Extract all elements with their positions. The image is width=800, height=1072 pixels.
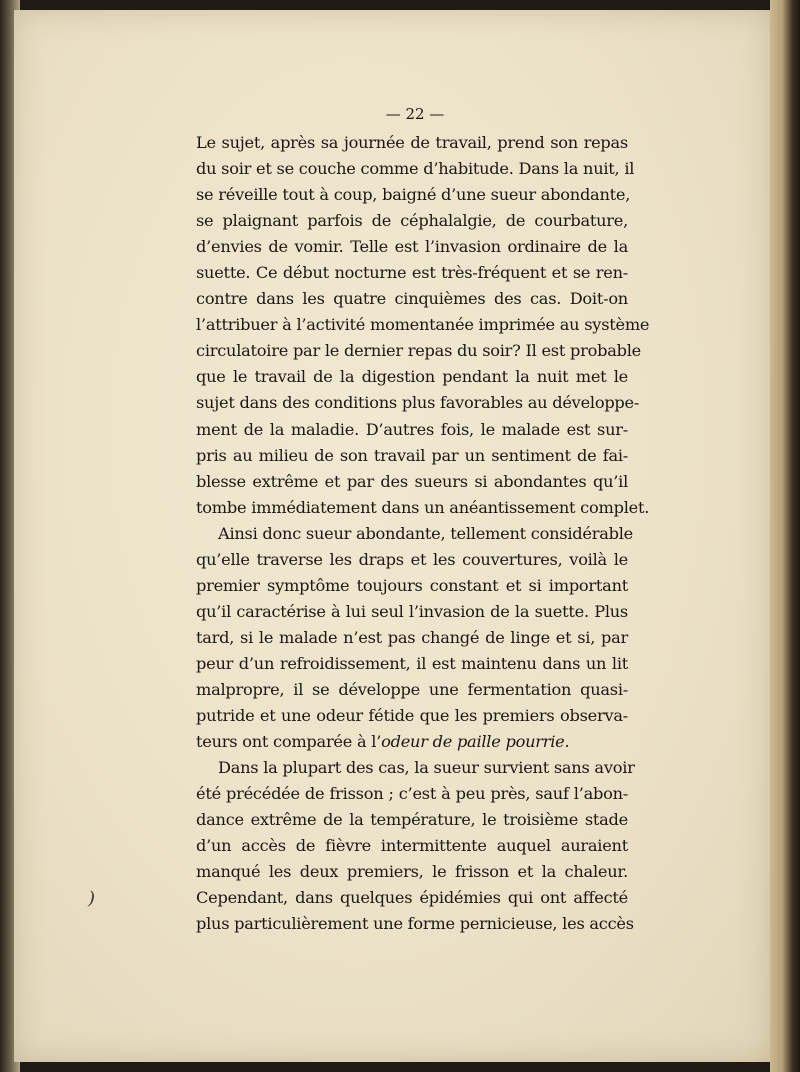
text-line: suette. Ce début nocturne est très-fréquent et se ren-: [196, 263, 628, 283]
paragraph-3: [196, 755, 635, 937]
text-line: l’attribuer à l’activité momentanée imprimée au système: [196, 315, 650, 335]
text-line: [196, 729, 628, 755]
text-line: que le travail de la digestion pendant la nuit met le: [196, 367, 628, 387]
text-line: Cependant, dans quelques épidémies qui ont affecté: [196, 888, 628, 908]
text-fragment: teurs ont comparée à l’: [196, 732, 382, 752]
text-line: putride et une odeur fétide que les premiers observa-: [196, 706, 628, 726]
text-line: se plaignant parfois de céphalalgie, de courbature,: [196, 211, 628, 231]
text-line: été précédée de frisson ; c’est à peu près, sauf l’abon-: [196, 784, 628, 804]
text-line: Ainsi donc sueur abondante, tellement considérable: [218, 523, 633, 543]
page-text: [196, 100, 650, 937]
text-line: contre dans les quatre cinquièmes des cas. Doit-on: [196, 289, 628, 309]
paragraph-1: [196, 130, 650, 521]
text-line: plus particulièrement une forme pernicieuse, les accès: [196, 914, 634, 934]
text-line: premier symptôme toujours constant et si important: [196, 575, 628, 595]
text-line: du soir et se couche comme d’habitude. Dans la nuit, il: [196, 159, 635, 179]
page-number: — 22 —: [385, 105, 445, 123]
text-line: malpropre, il se développe une fermentation quasi-: [196, 679, 628, 699]
page-edge-shadow: [770, 0, 800, 1072]
text-line: tombe immédiatement dans un anéantissement complet.: [196, 497, 650, 517]
text-line: dance extrême de la température, le troisième stade: [196, 810, 628, 830]
text-line: tard, si le malade n’est pas changé de linge et si, par: [196, 627, 628, 647]
text-line: se réveille tout à coup, baigné d’une sueur abondante,: [196, 185, 631, 205]
text-line: d’envies de vomir. Telle est l’invasion ordinaire de la: [196, 237, 628, 257]
text-line: blesse extrême et par des sueurs si abondantes qu’il: [196, 471, 628, 491]
text-line: pris au milieu de son travail par un sentiment de fai-: [196, 445, 628, 465]
text-line: qu’il caractérise à lui seul l’invasion de la suette. Plus: [196, 601, 628, 621]
paragraph-2: [196, 521, 633, 755]
text-line: d’un accès de fièvre intermittente auquel auraient: [196, 836, 628, 856]
margin-pencil-mark: ): [88, 888, 96, 909]
text-line: manqué les deux premiers, le frisson et la chaleur.: [196, 862, 628, 882]
text-fragment: .: [564, 732, 570, 752]
text-line: Dans la plupart des cas, la sueur survient sans avoir: [218, 758, 635, 778]
text-line: ment de la maladie. D’autres fois, le malade est sur-: [196, 419, 628, 439]
text-line: peur d’un refroidissement, il est maintenu dans un lit: [196, 653, 628, 673]
italic-quote: odeur de paille pourrie: [381, 732, 565, 752]
text-line: sujet dans des conditions plus favorables au développe-: [196, 393, 640, 413]
text-line: circulatoire par le dernier repas du soir? Il est probable: [196, 341, 641, 361]
text-line: Le sujet, après sa journée de travail, prend son repas: [196, 133, 628, 152]
text-line: qu’elle traverse les draps et les couvertures, voilà le: [196, 549, 628, 569]
